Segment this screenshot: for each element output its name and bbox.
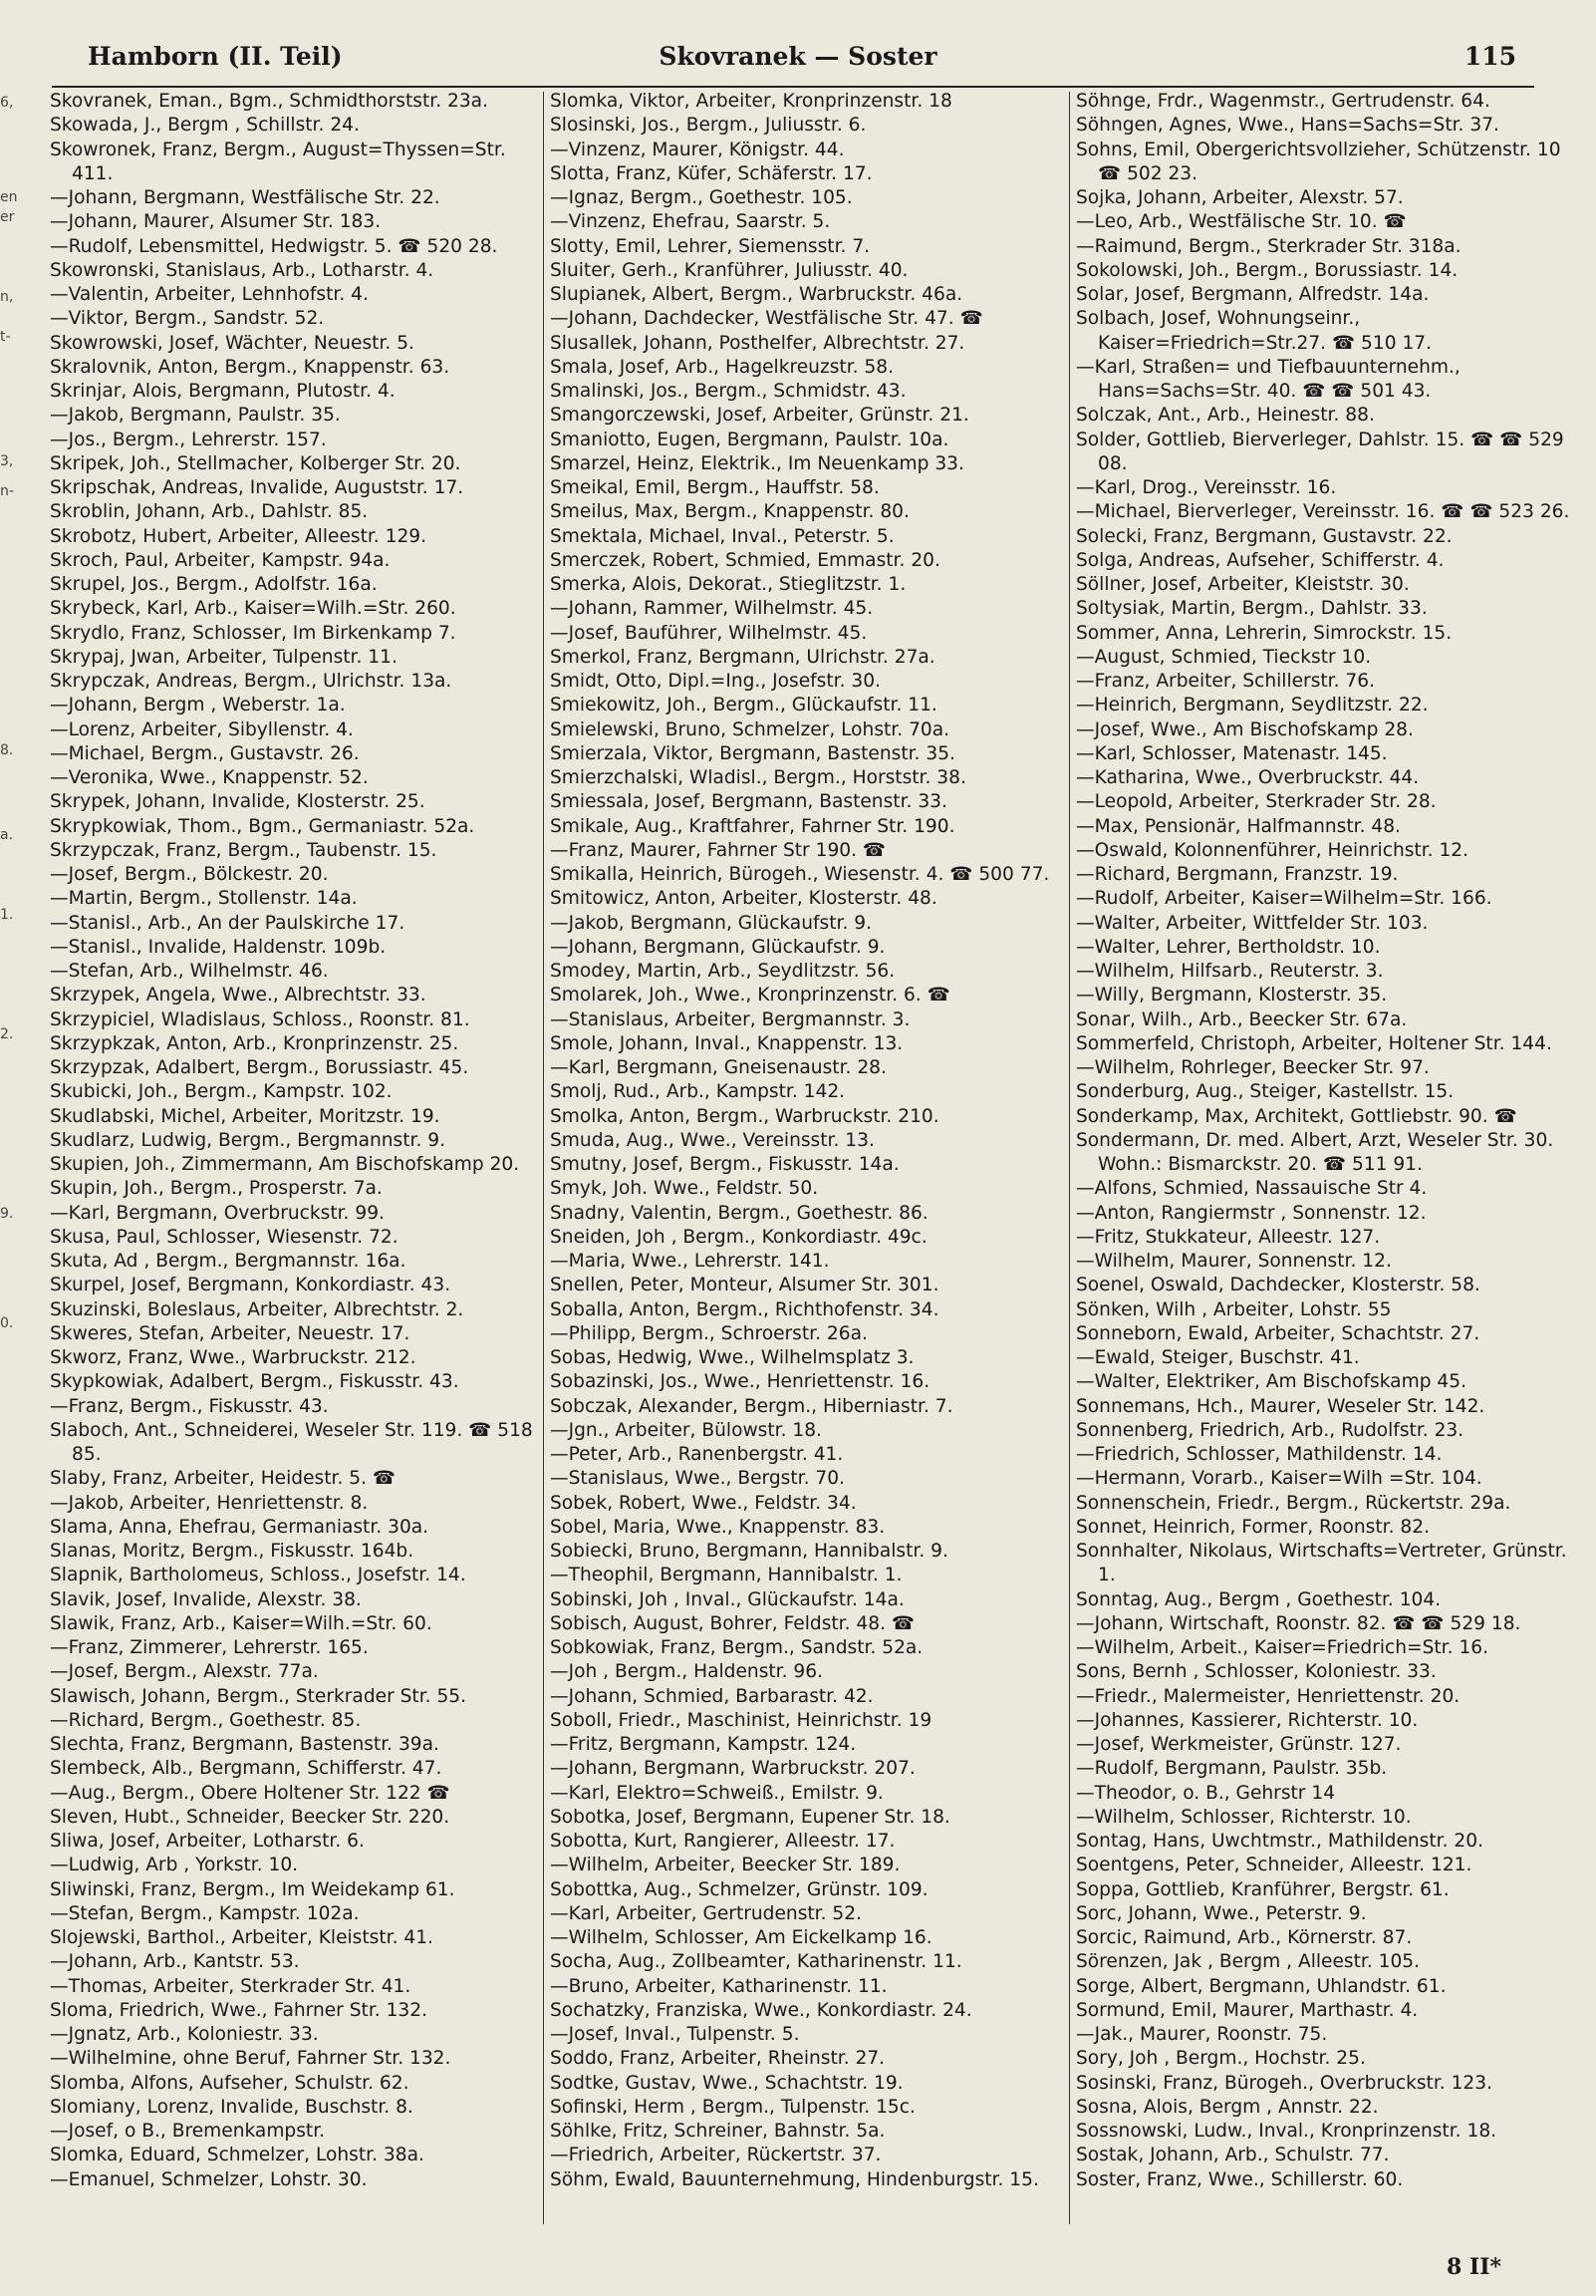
- directory-entry: Smala, Josef, Arb., Hagelkreuzstr. 58.: [550, 356, 895, 378]
- directory-entry: —Martin, Bergm., Stollenstr. 14a.: [50, 888, 358, 910]
- directory-entry: Sörenzen, Jak , Bergm , Alleestr. 105.: [1076, 1951, 1421, 1973]
- directory-entry: Söhlke, Fritz, Schreiner, Bahnstr. 5a.: [550, 2121, 886, 2142]
- directory-entry: Smyk, Joh. Wwe., Feldstr. 50.: [550, 1178, 819, 1200]
- directory-entry: —Friedr., Malermeister, Henriettenstr. 20.: [1076, 1685, 1461, 1707]
- directory-entry: Skowronski, Stanislaus, Arb., Lotharstr. 4.: [50, 259, 434, 281]
- directory-entry: —Stanisl., Arb., An der Paulskirche 17.: [50, 912, 405, 934]
- directory-entry: Skupien, Joh., Zimmermann, Am Bischofskamp 20.: [50, 1154, 520, 1175]
- directory-entry: Slosinski, Jos., Bergm., Juliusstr. 6.: [550, 115, 867, 137]
- directory-entry: —Johann, Bergmann, Glückaufstr. 9.: [550, 936, 886, 958]
- directory-entry: Sosinski, Franz, Bürogeh., Overbruckstr. 123.: [1076, 2072, 1492, 2094]
- directory-entry: —Wilhelm, Arbeit., Kaiser=Friedrich=Str. 16.: [1076, 1637, 1489, 1658]
- directory-entry: Smerka, Alois, Dekorat., Stieglitzstr. 1.: [550, 574, 907, 595]
- directory-entry: Skrybeck, Karl, Arb., Kaiser=Wilh.=Str. 260.: [50, 598, 456, 620]
- directory-entry: —Johann, Arb., Kantstr. 53.: [50, 1951, 300, 1973]
- directory-entry: Sobisch, August, Bohrer, Feldstr. 48. ☎: [550, 1612, 916, 1634]
- directory-entry: —Vinzenz, Ehefrau, Saarstr. 5.: [550, 211, 831, 233]
- directory-entry: Sonderburg, Aug., Steiger, Kastellstr. 15.: [1076, 1081, 1455, 1103]
- directory-entry: —Emanuel, Schmelzer, Lohstr. 30.: [50, 2168, 368, 2190]
- directory-entry: —Walter, Lehrer, Bertholdstr. 10.: [1076, 936, 1381, 958]
- directory-entry: Smielewski, Bruno, Schmelzer, Lohstr. 70a.: [550, 718, 950, 740]
- directory-entry: Sofinski, Herm , Bergm., Tulpenstr. 15c.: [550, 2096, 916, 2118]
- column-2: [550, 90, 1064, 2222]
- directory-entry: —Jakob, Bergmann, Glückaufstr. 9.: [550, 912, 873, 934]
- directory-entry: Skudlabski, Michel, Arbeiter, Moritzstr. 19.: [50, 1105, 440, 1127]
- directory-entry: Smidt, Otto, Dipl.=Ing., Josefstr. 30.: [550, 671, 881, 692]
- directory-entry: —Lorenz, Arbeiter, Sibyllenstr. 4.: [50, 718, 354, 740]
- directory-entry: —Johann, Bergm , Weberstr. 1a.: [50, 695, 346, 717]
- directory-entry: —Friedrich, Arbeiter, Rückertstr. 37.: [550, 2145, 882, 2166]
- directory-entry: Soentgens, Peter, Schneider, Alleestr. 121.: [1076, 1855, 1472, 1876]
- directory-entry: Skudlarz, Ludwig, Bergm., Bergmannstr. 9.: [50, 1129, 446, 1151]
- directory-entry: —Ewald, Steiger, Buschstr. 41.: [1076, 1347, 1360, 1368]
- directory-entry: Sloma, Friedrich, Wwe., Fahrner Str. 132.: [50, 1999, 427, 2021]
- directory-entry: —Karl, Bergmann, Gneisenaustr. 28.: [550, 1057, 887, 1078]
- gutter-fragment: t-: [0, 329, 11, 345]
- directory-entry: Sonnenschein, Friedr., Bergm., Rückertstr. 29a.: [1076, 1492, 1511, 1514]
- directory-entry: Smiekowitz, Joh., Bergm., Glückaufstr. 11.: [550, 695, 937, 717]
- directory-entry: Sobas, Hedwig, Wwe., Wilhelmsplatz 3.: [550, 1347, 915, 1368]
- directory-entry: Snellen, Peter, Monteur, Alsumer Str. 301.: [550, 1275, 939, 1296]
- directory-entry: —Jakob, Arbeiter, Henriettenstr. 8.: [50, 1492, 369, 1514]
- directory-entry: Skuzinski, Boleslaus, Arbeiter, Albrechtstr. 2.: [50, 1298, 464, 1320]
- directory-entry: —Stefan, Arb., Wilhelmstr. 46.: [50, 961, 329, 982]
- directory-entry: —Heinrich, Bergmann, Seydlitzstr. 22.: [1076, 695, 1429, 717]
- directory-entry: Skripschak, Andreas, Invalide, Auguststr. 17.: [50, 477, 464, 498]
- directory-entry: Sobinski, Joh , Inval., Glückaufstr. 14a.: [550, 1588, 905, 1610]
- directory-entry: Sobottka, Aug., Schmelzer, Grünstr. 109.: [550, 1878, 929, 1900]
- directory-entry: —Theodor, o. B., Gehrstr 14: [1076, 1782, 1336, 1804]
- directory-entry: Smangorczewski, Josef, Arbeiter, Grünstr. 21.: [550, 405, 969, 427]
- directory-entry: Skrzypek, Angela, Wwe., Albrechtstr. 33.: [50, 985, 426, 1006]
- directory-entry: —Richard, Bergm., Goethestr. 85.: [50, 1709, 362, 1731]
- directory-entry: Skowronek, Franz, Bergm., August=Thyssen=Str. 411.: [50, 139, 506, 184]
- directory-entry: Skripek, Joh., Stellmacher, Kolberger Str. 20.: [50, 452, 461, 474]
- directory-entry: Slomba, Alfons, Aufseher, Schulstr. 62.: [50, 2072, 409, 2094]
- directory-entry: —Wilhelm, Maurer, Sonnenstr. 12.: [1076, 1251, 1392, 1272]
- directory-entry: Skowada, J., Bergm , Schillstr. 24.: [50, 115, 360, 137]
- directory-entry: Sonnenberg, Friedrich, Arb., Rudolfstr. 23.: [1076, 1419, 1464, 1441]
- directory-entry: Skrydlo, Franz, Schlosser, Im Birkenkamp 7.: [50, 622, 456, 644]
- directory-entry: Skubicki, Joh., Bergm., Kampstr. 102.: [50, 1081, 393, 1103]
- directory-entry: —Raimund, Bergm., Sterkrader Str. 318a.: [1076, 235, 1462, 257]
- directory-entry: —Fritz, Bergmann, Kampstr. 124.: [550, 1734, 857, 1755]
- gutter-fragment: 8.: [0, 742, 14, 758]
- directory-entry: Solga, Andreas, Aufseher, Schifferstr. 4.: [1076, 549, 1445, 571]
- directory-entry: —Josef, Bergm., Alexstr. 77a.: [50, 1661, 319, 1683]
- directory-entry: —Maria, Wwe., Lehrerstr. 141.: [550, 1251, 830, 1272]
- directory-entry: Skrzypiciel, Wladislaus, Schloss., Roonstr. 81.: [50, 1008, 470, 1030]
- directory-entry: Sory, Joh , Bergm., Hochstr. 25.: [1076, 2048, 1366, 2070]
- directory-entry: Smikalla, Heinrich, Bürogeh., Wiesenstr. 4. ☎ 500 77.: [550, 864, 1050, 885]
- header-left: Hamborn (II. Teil): [88, 42, 343, 71]
- directory-entry: Skuta, Ad , Bergm., Bergmannstr. 16a.: [50, 1251, 406, 1272]
- directory-entry: —Franz, Arbeiter, Schillerstr. 76.: [1076, 671, 1376, 692]
- directory-entry: —Johann, Schmied, Barbarastr. 42.: [550, 1685, 874, 1707]
- directory-entry: —Jgnatz, Arb., Koloniestr. 33.: [50, 2024, 319, 2045]
- directory-entry: Slavik, Josef, Invalide, Alexstr. 38.: [50, 1588, 362, 1610]
- directory-entry: —Anton, Rangiermstr , Sonnenstr. 12.: [1076, 1202, 1427, 1224]
- gutter-fragment: a.: [0, 827, 14, 843]
- directory-entry: —Walter, Arbeiter, Wittfelder Str. 103.: [1076, 912, 1429, 934]
- page-header: [0, 42, 1596, 82]
- directory-entry: Skrypczak, Andreas, Bergm., Ulrichstr. 13a.: [50, 671, 452, 692]
- directory-entry: Slanas, Moritz, Bergm., Fiskusstr. 164b.: [50, 1541, 414, 1562]
- directory-entry: Sosna, Alois, Bergm , Annstr. 22.: [1076, 2096, 1379, 2118]
- header-rule: [52, 86, 1534, 88]
- directory-entry: Slomka, Viktor, Arbeiter, Kronprinzenstr. 18: [550, 91, 952, 112]
- signature-mark: 8 II*: [1446, 2254, 1501, 2280]
- directory-entry: —Michael, Bierverleger, Vereinsstr. 16. ☎ ☎ 523 26.: [1076, 501, 1570, 523]
- directory-entry: Skurpel, Josef, Bergmann, Konkordiastr. 43.: [50, 1275, 451, 1296]
- directory-entry: Slotta, Franz, Küfer, Schäferstr. 17.: [550, 162, 873, 184]
- directory-entry: —Jgn., Arbeiter, Bülowstr. 18.: [550, 1419, 822, 1441]
- directory-entry: Slupianek, Albert, Bergm., Warbruckstr. 46a.: [550, 284, 963, 305]
- directory-entry: Smektala, Michael, Inval., Peterstr. 5.: [550, 525, 895, 547]
- directory-entry: Söllner, Josef, Arbeiter, Kleiststr. 30.: [1076, 574, 1410, 595]
- directory-entry: Skrupel, Jos., Bergm., Adolfstr. 16a.: [50, 574, 378, 595]
- directory-entry: —Vinzenz, Maurer, Königstr. 44.: [550, 139, 845, 160]
- directory-entry: Skrzypczak, Franz, Bergm., Taubenstr. 15.: [50, 839, 437, 861]
- directory-entry: —Josef, Inval., Tulpenstr. 5.: [550, 2024, 800, 2045]
- directory-entry: —Viktor, Bergm., Sandstr. 52.: [50, 308, 325, 330]
- directory-entry: Sohns, Emil, Obergerichtsvollzieher, Schützenstr. 10 ☎ 502 23.: [1076, 139, 1561, 184]
- directory-entry: —Max, Pensionär, Halfmannstr. 48.: [1076, 815, 1401, 837]
- directory-entry: Slaby, Franz, Arbeiter, Heidestr. 5. ☎: [50, 1468, 397, 1490]
- directory-entry: —Katharina, Wwe., Overbruckstr. 44.: [1076, 767, 1420, 788]
- directory-entry: Smikale, Aug., Kraftfahrer, Fahrner Str. 190.: [550, 815, 955, 837]
- directory-entry: Smeikal, Emil, Bergm., Hauffstr. 58.: [550, 477, 880, 498]
- directory-entry: —Veronika, Wwe., Knappenstr. 52.: [50, 767, 369, 788]
- directory-entry: Söhm, Ewald, Bauunternehmung, Hindenburgstr. 15.: [550, 2168, 1039, 2190]
- gutter-fragment: 1.: [0, 907, 14, 923]
- directory-entry: Sodtke, Gustav, Wwe., Schachtstr. 19.: [550, 2072, 904, 2094]
- directory-entry: Sokolowski, Joh., Bergm., Borussiastr. 14.: [1076, 259, 1459, 281]
- directory-entry: Skupin, Joh., Bergm., Prosperstr. 7a.: [50, 1178, 383, 1200]
- directory-entry: Sleven, Hubt., Schneider, Beecker Str. 220.: [50, 1806, 450, 1828]
- directory-entry: Solar, Josef, Bergmann, Alfredstr. 14a.: [1076, 284, 1430, 305]
- margin-gutter: [0, 90, 18, 2222]
- directory-entry: Soboll, Friedr., Maschinist, Heinrichstr. 19: [550, 1709, 932, 1731]
- directory-entry: —Rudolf, Arbeiter, Kaiser=Wilhelm=Str. 166.: [1076, 888, 1492, 910]
- directory-entry: Skrypek, Johann, Invalide, Klosterstr. 25.: [50, 791, 425, 813]
- directory-entry: —Friedrich, Schlosser, Mathildenstr. 14.: [1076, 1444, 1443, 1465]
- directory-entry: —Josef, Bauführer, Wilhelmstr. 45.: [550, 622, 868, 644]
- directory-entry: Smitowicz, Anton, Arbeiter, Klosterstr. 48.: [550, 888, 937, 910]
- directory-entry: Söhngen, Agnes, Wwe., Hans=Sachs=Str. 37.: [1076, 115, 1499, 137]
- directory-entry: Smerkol, Franz, Bergmann, Ulrichstr. 27a.: [550, 646, 935, 668]
- column-3: [1076, 90, 1580, 2222]
- directory-entry: —Ignaz, Bergm., Goethestr. 105.: [550, 187, 853, 208]
- directory-entry: —Philipp, Bergm., Schroerstr. 26a.: [550, 1322, 868, 1344]
- directory-entry: —Stefan, Bergm., Kampstr. 102a.: [50, 1902, 360, 1924]
- directory-entry: —Franz, Maurer, Fahrner Str 190. ☎: [550, 839, 887, 861]
- directory-entry: —Johannes, Kassierer, Richterstr. 10.: [1076, 1709, 1419, 1731]
- directory-entry: —Jak., Maurer, Roonstr. 75.: [1076, 2024, 1328, 2045]
- directory-entry: Smolj, Rud., Arb., Kampstr. 142.: [550, 1081, 846, 1103]
- directory-entry: Skrzypkzak, Anton, Arb., Kronprinzenstr. 25.: [50, 1032, 459, 1054]
- directory-entry: —Karl, Elektro=Schweiß., Emilstr. 9.: [550, 1782, 884, 1804]
- directory-entry: Sondermann, Dr. med. Albert, Arzt, Weseler Str. 30. Wohn.: Bismarckstr. 20. ☎ 511 91.: [1076, 1129, 1554, 1175]
- directory-entry: Smarzel, Heinz, Elektrik., Im Neuenkamp 33.: [550, 452, 964, 474]
- directory-entry: —Johann, Dachdecker, Westfälische Str. 47. ☎: [550, 308, 983, 330]
- directory-entry: —Karl, Schlosser, Matenastr. 145.: [1076, 742, 1388, 764]
- gutter-fragment: 0.: [0, 1315, 14, 1331]
- directory-entry: Skrypkowiak, Thom., Bgm., Germaniastr. 52a.: [50, 815, 475, 837]
- gutter-fragment: 9.: [0, 1206, 14, 1222]
- directory-entry: —Wilhelm, Rohrleger, Beecker Str. 97.: [1076, 1057, 1430, 1078]
- directory-entry: Sonnet, Heinrich, Former, Roonstr. 82.: [1076, 1516, 1430, 1538]
- directory-entry: Smierzchalski, Wladisl., Bergm., Horststr. 38.: [550, 767, 966, 788]
- directory-entry: —Stanisl., Invalide, Haldenstr. 109b.: [50, 936, 387, 958]
- gutter-fragment: er: [0, 209, 15, 225]
- directory-entry: Skrypaj, Jwan, Arbeiter, Tulpenstr. 11.: [50, 646, 398, 668]
- directory-entry: —Karl, Bergmann, Overbruckstr. 99.: [50, 1202, 385, 1224]
- directory-entry: Slechta, Franz, Bergmann, Bastenstr. 39a.: [50, 1734, 439, 1755]
- directory-entry: Slembeck, Alb., Bergmann, Schifferstr. 47.: [50, 1758, 442, 1780]
- directory-entry: Sonnemans, Hch., Maurer, Weseler Str. 142.: [1076, 1395, 1485, 1417]
- directory-entry: Sonderkamp, Max, Architekt, Gottliebstr. 90. ☎: [1076, 1105, 1517, 1127]
- directory-entry: Soltysiak, Martin, Bergm., Dahlstr. 33.: [1076, 598, 1428, 620]
- directory-entry: —Peter, Arb., Ranenbergstr. 41.: [550, 1444, 844, 1465]
- directory-entry: Smutny, Josef, Bergm., Fiskusstr. 14a.: [550, 1154, 900, 1175]
- directory-entry: —Franz, Zimmerer, Lehrerstr. 165.: [50, 1637, 369, 1658]
- directory-entry: Solder, Gottlieb, Bierverleger, Dahlstr. 15. ☎ ☎ 529 08.: [1076, 429, 1564, 474]
- directory-entry: —Leo, Arb., Westfälische Str. 10. ☎: [1076, 211, 1407, 233]
- directory-entry: Slotty, Emil, Lehrer, Siemensstr. 7.: [550, 235, 871, 257]
- directory-entry: Slapnik, Bartholomeus, Schloss., Josefstr. 14.: [50, 1565, 466, 1586]
- directory-entry: Sonneborn, Ewald, Arbeiter, Schachtstr. 27.: [1076, 1322, 1480, 1344]
- directory-entry: —Oswald, Kolonnenführer, Heinrichstr. 12.: [1076, 839, 1469, 861]
- directory-entry: Sobek, Robert, Wwe., Feldstr. 34.: [550, 1492, 857, 1514]
- directory-entry: Sneiden, Joh , Bergm., Konkordiastr. 49c.: [550, 1226, 928, 1248]
- directory-entry: —Karl, Straßen= und Tiefbauunternehm., Hans=Sachs=Str. 40. ☎ ☎ 501 43.: [1076, 356, 1461, 402]
- directory-entry: Smalinski, Jos., Bergm., Schmidstr. 43.: [550, 381, 907, 402]
- directory-entry: Solbach, Josef, Wohnungseinr., Kaiser=Friedrich=Str.27. ☎ 510 17.: [1076, 308, 1433, 354]
- directory-entry: Soster, Franz, Wwe., Schillerstr. 60.: [1076, 2168, 1404, 2190]
- directory-entry: —Wilhelm, Arbeiter, Beecker Str. 189.: [550, 1855, 901, 1876]
- directory-entry: Soppa, Gottlieb, Kranführer, Bergstr. 61.: [1076, 1878, 1450, 1900]
- directory-entry: —Joh , Bergm., Haldenstr. 96.: [550, 1661, 824, 1683]
- directory-entry: Sobotta, Kurt, Rangierer, Alleestr. 17.: [550, 1831, 896, 1852]
- directory-entry: Sobotka, Josef, Bergmann, Eupener Str. 18.: [550, 1806, 950, 1828]
- directory-entry: Skrinjar, Alois, Bergmann, Plutostr. 4.: [50, 381, 396, 402]
- directory-entry: —Johann, Maurer, Alsumer Str. 183.: [50, 211, 382, 233]
- directory-entry: Solczak, Ant., Arb., Heinestr. 88.: [1076, 405, 1375, 427]
- directory-entry: Skralovnik, Anton, Bergm., Knappenstr. 63.: [50, 356, 450, 378]
- directory-entry: Sonnhalter, Nikolaus, Wirtschafts=Vertreter, Grünstr. 1.: [1076, 1541, 1567, 1586]
- directory-entry: —Josef, o B., Bremenkampstr.: [50, 2121, 326, 2142]
- directory-entry: Smolarek, Joh., Wwe., Kronprinzenstr. 6. ☎: [550, 985, 950, 1006]
- directory-entry: Soenel, Oswald, Dachdecker, Klosterstr. 58.: [1076, 1275, 1480, 1296]
- gutter-fragment: n,: [0, 289, 14, 305]
- directory-entry: Sommerfeld, Christoph, Arbeiter, Holtener Str. 144.: [1076, 1032, 1552, 1054]
- directory-entry: Slomiany, Lorenz, Invalide, Buschstr. 8.: [50, 2096, 413, 2118]
- directory-entry: Sobkowiak, Franz, Bergm., Sandstr. 52a.: [550, 1637, 924, 1658]
- directory-entry: Slojewski, Barthol., Arbeiter, Kleiststr. 41.: [50, 1927, 433, 1948]
- directory-entry: —Theophil, Bergmann, Hannibalstr. 1.: [550, 1565, 903, 1586]
- directory-entry: —Fritz, Stukkateur, Alleestr. 127.: [1076, 1226, 1381, 1248]
- directory-entry: Smierzala, Viktor, Bergmann, Bastenstr. 35.: [550, 742, 955, 764]
- directory-entry: Soballa, Anton, Bergm., Richthofenstr. 34.: [550, 1298, 939, 1320]
- directory-entry: Sossnowski, Ludw., Inval., Kronprinzenstr. 18.: [1076, 2121, 1497, 2142]
- directory-entry: —Michael, Bergm., Gustavstr. 26.: [50, 742, 360, 764]
- directory-entry: —Ludwig, Arb , Yorkstr. 10.: [50, 1855, 299, 1876]
- directory-entry: —Richard, Bergmann, Franzstr. 19.: [1076, 864, 1399, 885]
- directory-entry: Slomka, Eduard, Schmelzer, Lohstr. 38a.: [50, 2145, 424, 2166]
- directory-entry: Sormund, Emil, Maurer, Marthastr. 4.: [1076, 1999, 1419, 2021]
- directory-entry: —Wilhelm, Hilfsarb., Reuterstr. 3.: [1076, 961, 1384, 982]
- directory-entry: Sons, Bernh , Schlosser, Koloniestr. 33.: [1076, 1661, 1437, 1683]
- directory-entry: Sobiecki, Bruno, Bergmann, Hannibalstr. 9.: [550, 1541, 948, 1562]
- directory-entry: Sorge, Albert, Bergmann, Uhlandstr. 61.: [1076, 1975, 1447, 1997]
- directory-entry: Sobel, Maria, Wwe., Knappenstr. 83.: [550, 1516, 886, 1538]
- directory-entry: Sliwinski, Franz, Bergm., Im Weidekamp 61.: [50, 1878, 455, 1900]
- gutter-fragment: 3,: [0, 453, 14, 469]
- gutter-fragment: 2.: [0, 1026, 14, 1042]
- directory-entry: Slawik, Franz, Arb., Kaiser=Wilh.=Str. 60.: [50, 1612, 432, 1634]
- directory-entry: Skrzypzak, Adalbert, Bergm., Borussiastr. 45.: [50, 1057, 469, 1078]
- directory-entry: —Josef, Bergm., Bölckestr. 20.: [50, 864, 329, 885]
- directory-entry: —Walter, Elektriker, Am Bischofskamp 45.: [1076, 1371, 1466, 1393]
- directory-entry: Slaboch, Ant., Schneiderei, Weseler Str. 119. ☎ 518 85.: [50, 1419, 533, 1465]
- gutter-fragment: en: [0, 189, 18, 205]
- directory-entry: —Johann, Bergmann, Warbruckstr. 207.: [550, 1758, 916, 1780]
- directory-entry: Sostak, Johann, Arb., Schulstr. 77.: [1076, 2145, 1390, 2166]
- directory-entry: —Jos., Bergm., Lehrerstr. 157.: [50, 429, 327, 450]
- directory-entry: —Valentin, Arbeiter, Lehnhofstr. 4.: [50, 284, 369, 305]
- directory-entry: —Johann, Wirtschaft, Roonstr. 82. ☎ ☎ 529 18.: [1076, 1612, 1521, 1634]
- directory-entry: Skroch, Paul, Arbeiter, Kampstr. 94a.: [50, 549, 391, 571]
- directory-entry: —Alfons, Schmied, Nassauische Str 4.: [1076, 1178, 1428, 1200]
- header-center: Skovranek — Soster: [659, 42, 937, 71]
- directory-entry: Skroblin, Johann, Arb., Dahlstr. 85.: [50, 501, 369, 523]
- directory-entry: —Bruno, Arbeiter, Katharinenstr. 11.: [550, 1975, 888, 1997]
- directory-entry: —Josef, Wwe., Am Bischofskamp 28.: [1076, 718, 1414, 740]
- directory-entry: Sochatzky, Franziska, Wwe., Konkordiastr. 24.: [550, 1999, 972, 2021]
- directory-entry: Sönken, Wilh , Arbeiter, Lohstr. 55: [1076, 1298, 1392, 1320]
- directory-entry: —Aug., Bergm., Obere Holtener Str. 122 ☎: [50, 1782, 450, 1804]
- directory-entry: —Franz, Bergm., Fiskusstr. 43.: [50, 1395, 329, 1417]
- directory-entry: Skovranek, Eman., Bgm., Schmidthorststr. 23a.: [50, 91, 488, 112]
- directory-entry: —Wilhelm, Schlosser, Am Eickelkamp 16.: [550, 1927, 932, 1948]
- directory-entry: Sonar, Wilh., Arb., Beecker Str. 67a.: [1076, 1008, 1408, 1030]
- gutter-fragment: n-: [0, 483, 14, 499]
- directory-entry: Sontag, Hans, Uwchtmstr., Mathildenstr. 20.: [1076, 1831, 1483, 1852]
- directory-entry: Smodey, Martin, Arb., Seydlitzstr. 56.: [550, 961, 896, 982]
- directory-entry: —Willy, Bergmann, Klosterstr. 35.: [1076, 985, 1388, 1006]
- directory-entry: —Rudolf, Bergmann, Paulstr. 35b.: [1076, 1758, 1388, 1780]
- directory-entry: Skrobotz, Hubert, Arbeiter, Alleestr. 129.: [50, 525, 427, 547]
- column-1: [50, 90, 536, 2222]
- directory-entry: Socha, Aug., Zollbeamter, Katharinenstr. 11.: [550, 1951, 962, 1973]
- directory-entry: Snadny, Valentin, Bergm., Goethestr. 86.: [550, 1202, 929, 1224]
- directory-entry: —Leopold, Arbeiter, Sterkrader Str. 28.: [1076, 791, 1437, 813]
- directory-entry: Skweres, Stefan, Arbeiter, Neuestr. 17.: [50, 1322, 410, 1344]
- directory-entry: —Stanislaus, Wwe., Bergstr. 70.: [550, 1468, 845, 1490]
- directory-entry: Sommer, Anna, Lehrerin, Simrockstr. 15.: [1076, 622, 1453, 644]
- directory-entry: —Hermann, Vorarb., Kaiser=Wilh =Str. 104.: [1076, 1468, 1482, 1490]
- directory-entry: Sorcic, Raimund, Arb., Körnerstr. 87.: [1076, 1927, 1413, 1948]
- directory-entry: Sluiter, Gerh., Kranführer, Juliusstr. 40.: [550, 259, 909, 281]
- directory-entry: Slusallek, Johann, Posthelfer, Albrechtstr. 27.: [550, 332, 965, 354]
- directory-entry: Smiessala, Josef, Bergmann, Bastenstr. 33.: [550, 791, 947, 813]
- directory-entry: Sonntag, Aug., Bergm , Goethestr. 104.: [1076, 1588, 1442, 1610]
- directory-entry: —Johann, Bergmann, Westfälische Str. 22.: [50, 187, 440, 208]
- directory-entry: —Wilhelm, Schlosser, Richterstr. 10.: [1076, 1806, 1412, 1828]
- directory-entry: —Karl, Drog., Vereinsstr. 16.: [1076, 477, 1337, 498]
- page-number: 115: [1463, 42, 1516, 71]
- directory-entry: —Johann, Rammer, Wilhelmstr. 45.: [550, 598, 874, 620]
- directory-entry: —Rudolf, Lebensmittel, Hedwigstr. 5. ☎ 520 28.: [50, 235, 498, 257]
- directory-entry: Skworz, Franz, Wwe., Warbruckstr. 212.: [50, 1347, 416, 1368]
- directory-entry: Skusa, Paul, Schlosser, Wiesenstr. 72.: [50, 1226, 399, 1248]
- directory-entry: Smolka, Anton, Bergm., Warbruckstr. 210.: [550, 1105, 939, 1127]
- directory-entry: Smaniotto, Eugen, Bergmann, Paulstr. 10a.: [550, 429, 949, 450]
- directory-entry: Smole, Johann, Inval., Knappenstr. 13.: [550, 1032, 904, 1054]
- directory-entry: —Stanislaus, Arbeiter, Bergmannstr. 3.: [550, 1008, 911, 1030]
- directory-entry: Slawisch, Johann, Bergm., Sterkrader Str. 55.: [50, 1685, 467, 1707]
- directory-entry: Skowrowski, Josef, Wächter, Neuestr. 5.: [50, 332, 414, 354]
- directory-entry: —August, Schmied, Tieckstr 10.: [1076, 646, 1372, 668]
- directory-entry: —Wilhelmine, ohne Beruf, Fahrner Str. 132.: [50, 2048, 451, 2070]
- directory-entry: Solecki, Franz, Bergmann, Gustavstr. 22.: [1076, 525, 1453, 547]
- directory-entry: Skypkowiak, Adalbert, Bergm., Fiskusstr. 43.: [50, 1371, 459, 1393]
- gutter-fragment: 6,: [0, 95, 14, 111]
- directory-entry: Sojka, Johann, Arbeiter, Alexstr. 57.: [1076, 187, 1404, 208]
- column-divider: [1069, 92, 1070, 2224]
- directory-entry: Sobazinski, Jos., Wwe., Henriettenstr. 16.: [550, 1371, 931, 1393]
- directory-entry: —Josef, Werkmeister, Grünstr. 127.: [1076, 1734, 1402, 1755]
- directory-entry: —Jakob, Bergmann, Paulstr. 35.: [50, 405, 341, 427]
- column-divider: [543, 92, 544, 2224]
- directory-entry: Soddo, Franz, Arbeiter, Rheinstr. 27.: [550, 2048, 886, 2070]
- directory-entry: Slama, Anna, Ehefrau, Germaniastr. 30a.: [50, 1516, 429, 1538]
- directory-entry: Sorc, Johann, Wwe., Peterstr. 9.: [1076, 1902, 1367, 1924]
- directory-entry: Sliwa, Josef, Arbeiter, Lotharstr. 6.: [50, 1831, 365, 1852]
- directory-entry: Sobczak, Alexander, Bergm., Hiberniastr. 7.: [550, 1395, 953, 1417]
- directory-entry: Smeilus, Max, Bergm., Knappenstr. 80.: [550, 501, 910, 523]
- directory-entry: Smuda, Aug., Wwe., Vereinsstr. 13.: [550, 1129, 875, 1151]
- directory-entry: —Karl, Arbeiter, Gertrudenstr. 52.: [550, 1902, 862, 1924]
- directory-entry: —Thomas, Arbeiter, Sterkrader Str. 41.: [50, 1975, 411, 1997]
- directory-entry: Söhnge, Frdr., Wagenmstr., Gertrudenstr. 64.: [1076, 91, 1490, 112]
- directory-entry: Smerczek, Robert, Schmied, Emmastr. 20.: [550, 549, 940, 571]
